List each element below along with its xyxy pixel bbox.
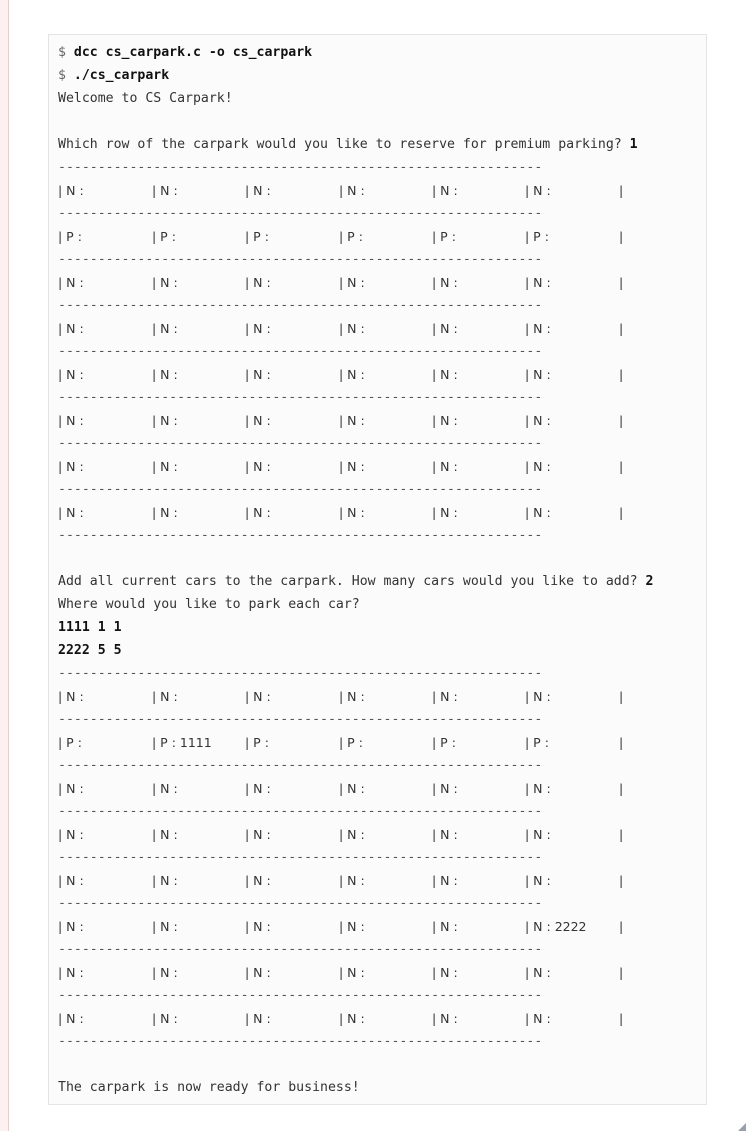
parking-spot: | N : — [58, 689, 84, 704]
parking-spot: | N : — [152, 367, 178, 382]
carpark-row — [58, 317, 706, 340]
row-end-border: | — [619, 367, 624, 382]
parking-spot: | N : — [245, 965, 271, 980]
parking-spot: | N : — [245, 827, 271, 842]
parking-spot: | N : — [339, 781, 365, 796]
parking-spot: | N : — [432, 413, 458, 428]
parking-spot: | N : — [432, 275, 458, 290]
car-input-line: 1111 1 1 — [58, 620, 122, 635]
parking-spot: | P : — [339, 229, 363, 244]
parking-spot: | N : — [245, 459, 271, 474]
parking-spot: | N : — [152, 965, 178, 980]
parking-spot: | N : — [245, 413, 271, 428]
parking-spot: | N : — [245, 183, 271, 198]
grid-separator: ------------------------------------------------------------- — [58, 712, 543, 727]
parking-spot: | P : — [58, 229, 82, 244]
ready-message: The carpark is now ready for business! — [58, 1080, 360, 1095]
grid-separator: ------------------------------------------------------------- — [58, 298, 543, 313]
parking-spot: | N : — [152, 689, 178, 704]
parking-spot: | N : — [58, 965, 84, 980]
premium-question — [58, 133, 706, 156]
blank-line — [58, 110, 706, 133]
parking-spot: | N : — [152, 919, 178, 934]
carpark-row — [58, 731, 706, 754]
carpark-row — [58, 869, 706, 892]
parking-spot: | N : — [432, 505, 458, 520]
parking-spot: | N : — [339, 827, 365, 842]
grid-separator: ------------------------------------------------------------- — [58, 1034, 543, 1049]
parking-spot: | P : — [432, 229, 456, 244]
grid-separator: ------------------------------------------------------------- — [58, 804, 543, 819]
parking-spot: | N : — [152, 183, 178, 198]
parking-spot: | N : — [245, 321, 271, 336]
parking-spot: | N : — [58, 321, 84, 336]
parking-spot: | P : — [432, 735, 456, 750]
parking-spot: | N : — [339, 919, 365, 934]
parking-spot: | N : — [58, 827, 84, 842]
premium-answer: 1 — [629, 137, 638, 152]
premium-question-text: Which row of the carpark would you like to reserve for premium parking? — [58, 137, 622, 152]
parking-spot: | N : — [525, 873, 551, 888]
parking-spot: | N : — [432, 689, 458, 704]
parking-spot: | N : — [58, 1011, 84, 1026]
parking-spot: | P : — [339, 735, 363, 750]
carpark-row — [58, 409, 706, 432]
parking-spot: | N : — [432, 321, 458, 336]
row-end-border: | — [619, 275, 624, 290]
grid-separator: ------------------------------------------------------------- — [58, 252, 543, 267]
parking-spot: | N : — [58, 413, 84, 428]
parking-spot: | N : — [525, 689, 551, 704]
grid-separator: ------------------------------------------------------------- — [58, 482, 543, 497]
parking-spot: | N : — [245, 919, 271, 934]
parking-spot: | N : — [339, 459, 365, 474]
compile-command: dcc cs_carpark.c -o cs_carpark — [73, 45, 313, 60]
parking-spot: | N : — [525, 183, 551, 198]
parking-spot: | N : — [58, 873, 84, 888]
grid-separator: ------------------------------------------------------------- — [58, 390, 543, 405]
grid-separator: ------------------------------------------------------------- — [58, 528, 543, 543]
carpark-row — [58, 777, 706, 800]
carpark-row — [58, 179, 706, 202]
grid-separator: ------------------------------------------------------------- — [58, 758, 543, 773]
parking-spot: | N : — [152, 459, 178, 474]
row-end-border: | — [619, 229, 624, 244]
parking-spot: | N : — [58, 919, 84, 934]
grid-separator: ------------------------------------------------------------- — [58, 436, 543, 451]
carpark-row — [58, 823, 706, 846]
grid-separator: ------------------------------------------------------------- — [58, 160, 543, 175]
parking-spot: | N : — [525, 1011, 551, 1026]
parking-spot: | N : — [152, 873, 178, 888]
parking-spot: | N : — [432, 1011, 458, 1026]
parking-spot: | P : — [245, 229, 269, 244]
grid-separator: ------------------------------------------------------------- — [58, 988, 543, 1003]
run-command: ./cs_carpark — [73, 68, 170, 83]
command-line-run — [58, 64, 706, 87]
parking-spot: | N : — [525, 459, 551, 474]
parking-spot: | N : — [58, 367, 84, 382]
parking-spot: | P : — [152, 229, 176, 244]
parking-spot: | N : — [58, 459, 84, 474]
parking-spot: | N : — [339, 367, 365, 382]
carpark-grid-initial — [58, 156, 706, 547]
parking-spot: | N : — [525, 321, 551, 336]
grid-separator: ------------------------------------------------------------- — [58, 896, 543, 911]
parking-spot: | N : — [525, 505, 551, 520]
parking-spot: | N : — [245, 781, 271, 796]
grid-separator: ------------------------------------------------------------- — [58, 666, 543, 681]
carpark-row — [58, 501, 706, 524]
row-end-border: | — [619, 459, 624, 474]
carpark-row — [58, 271, 706, 294]
parking-spot: | N : — [245, 1011, 271, 1026]
parking-spot: | N : — [152, 275, 178, 290]
parking-spot: | N : — [58, 183, 84, 198]
parking-spot: | N : — [339, 689, 365, 704]
parking-spot: | N : — [432, 367, 458, 382]
parking-spot: | N : — [152, 321, 178, 336]
add-cars-question-text: Add all current cars to the carpark. How many cars would you like to add? — [58, 574, 638, 589]
parking-spot: | N : — [432, 459, 458, 474]
where-question: Where would you like to park each car? — [58, 597, 360, 612]
parking-spot: | N : — [245, 873, 271, 888]
row-end-border: | — [619, 321, 624, 336]
parking-spot: | N : — [245, 689, 271, 704]
parking-spot: | N : 2222 — [525, 919, 587, 934]
parking-spot: | P : — [525, 735, 549, 750]
parking-spot: | N : — [58, 275, 84, 290]
add-cars-answer: 2 — [645, 574, 654, 589]
terminal-output — [48, 34, 707, 1105]
row-end-border: | — [619, 1011, 624, 1026]
row-end-border: | — [619, 735, 624, 750]
carpark-row — [58, 685, 706, 708]
car-input-line: 2222 5 5 — [58, 643, 122, 658]
grid-separator: ------------------------------------------------------------- — [58, 850, 543, 865]
parking-spot: | N : — [339, 321, 365, 336]
carpark-grid-updated — [58, 662, 706, 1053]
parking-spot: | N : — [245, 367, 271, 382]
add-cars-question — [58, 570, 706, 593]
parking-spot: | P : — [58, 735, 82, 750]
margin-rule — [0, 0, 9, 1131]
parking-spot: | N : — [339, 505, 365, 520]
parking-spot: | N : — [339, 413, 365, 428]
parking-spot: | N : — [152, 413, 178, 428]
parking-spot: | N : — [58, 505, 84, 520]
row-end-border: | — [619, 505, 624, 520]
resize-corner-icon — [738, 1123, 746, 1131]
parking-spot: | N : — [152, 505, 178, 520]
parking-spot: | N : — [432, 965, 458, 980]
parking-spot: | N : — [525, 367, 551, 382]
parking-spot: | N : — [339, 1011, 365, 1026]
parking-spot: | P : 1111 — [152, 735, 212, 750]
carpark-row — [58, 225, 706, 248]
parking-spot: | N : — [432, 183, 458, 198]
blank-line — [58, 1053, 706, 1076]
parking-spot: | N : — [525, 275, 551, 290]
parking-spot: | N : — [525, 827, 551, 842]
grid-separator: ------------------------------------------------------------- — [58, 206, 543, 221]
parking-spot: | N : — [245, 275, 271, 290]
parking-spot: | P : — [525, 229, 549, 244]
parking-spot: | N : — [525, 413, 551, 428]
parking-spot: | N : — [152, 781, 178, 796]
parking-spot: | N : — [525, 781, 551, 796]
parking-spot: | N : — [432, 873, 458, 888]
row-end-border: | — [619, 413, 624, 428]
shell-prompt: $ — [58, 68, 66, 83]
row-end-border: | — [619, 873, 624, 888]
parking-spot: | N : — [339, 965, 365, 980]
parking-spot: | N : — [245, 505, 271, 520]
row-end-border: | — [619, 183, 624, 198]
grid-separator: ------------------------------------------------------------- — [58, 942, 543, 957]
shell-prompt: $ — [58, 45, 66, 60]
carpark-row — [58, 1007, 706, 1030]
parking-spot: | N : — [339, 275, 365, 290]
row-end-border: | — [619, 781, 624, 796]
parking-spot: | N : — [432, 781, 458, 796]
grid-separator: ------------------------------------------------------------- — [58, 344, 543, 359]
command-line-compile — [58, 41, 706, 64]
carpark-row — [58, 363, 706, 386]
blank-line — [58, 547, 706, 570]
row-end-border: | — [619, 689, 624, 704]
parking-spot: | N : — [432, 919, 458, 934]
row-end-border: | — [619, 827, 624, 842]
welcome-message: Welcome to CS Carpark! — [58, 91, 233, 106]
row-end-border: | — [619, 919, 624, 934]
parking-spot: | N : — [152, 827, 178, 842]
parking-spot: | N : — [432, 827, 458, 842]
parking-spot: | N : — [58, 781, 84, 796]
parking-spot: | N : — [339, 873, 365, 888]
row-end-border: | — [619, 965, 624, 980]
carpark-row — [58, 455, 706, 478]
parking-spot: | N : — [339, 183, 365, 198]
parking-spot: | P : — [245, 735, 269, 750]
parking-spot: | N : — [152, 1011, 178, 1026]
parking-spot: | N : — [525, 965, 551, 980]
carpark-row — [58, 961, 706, 984]
carpark-row — [58, 915, 706, 938]
